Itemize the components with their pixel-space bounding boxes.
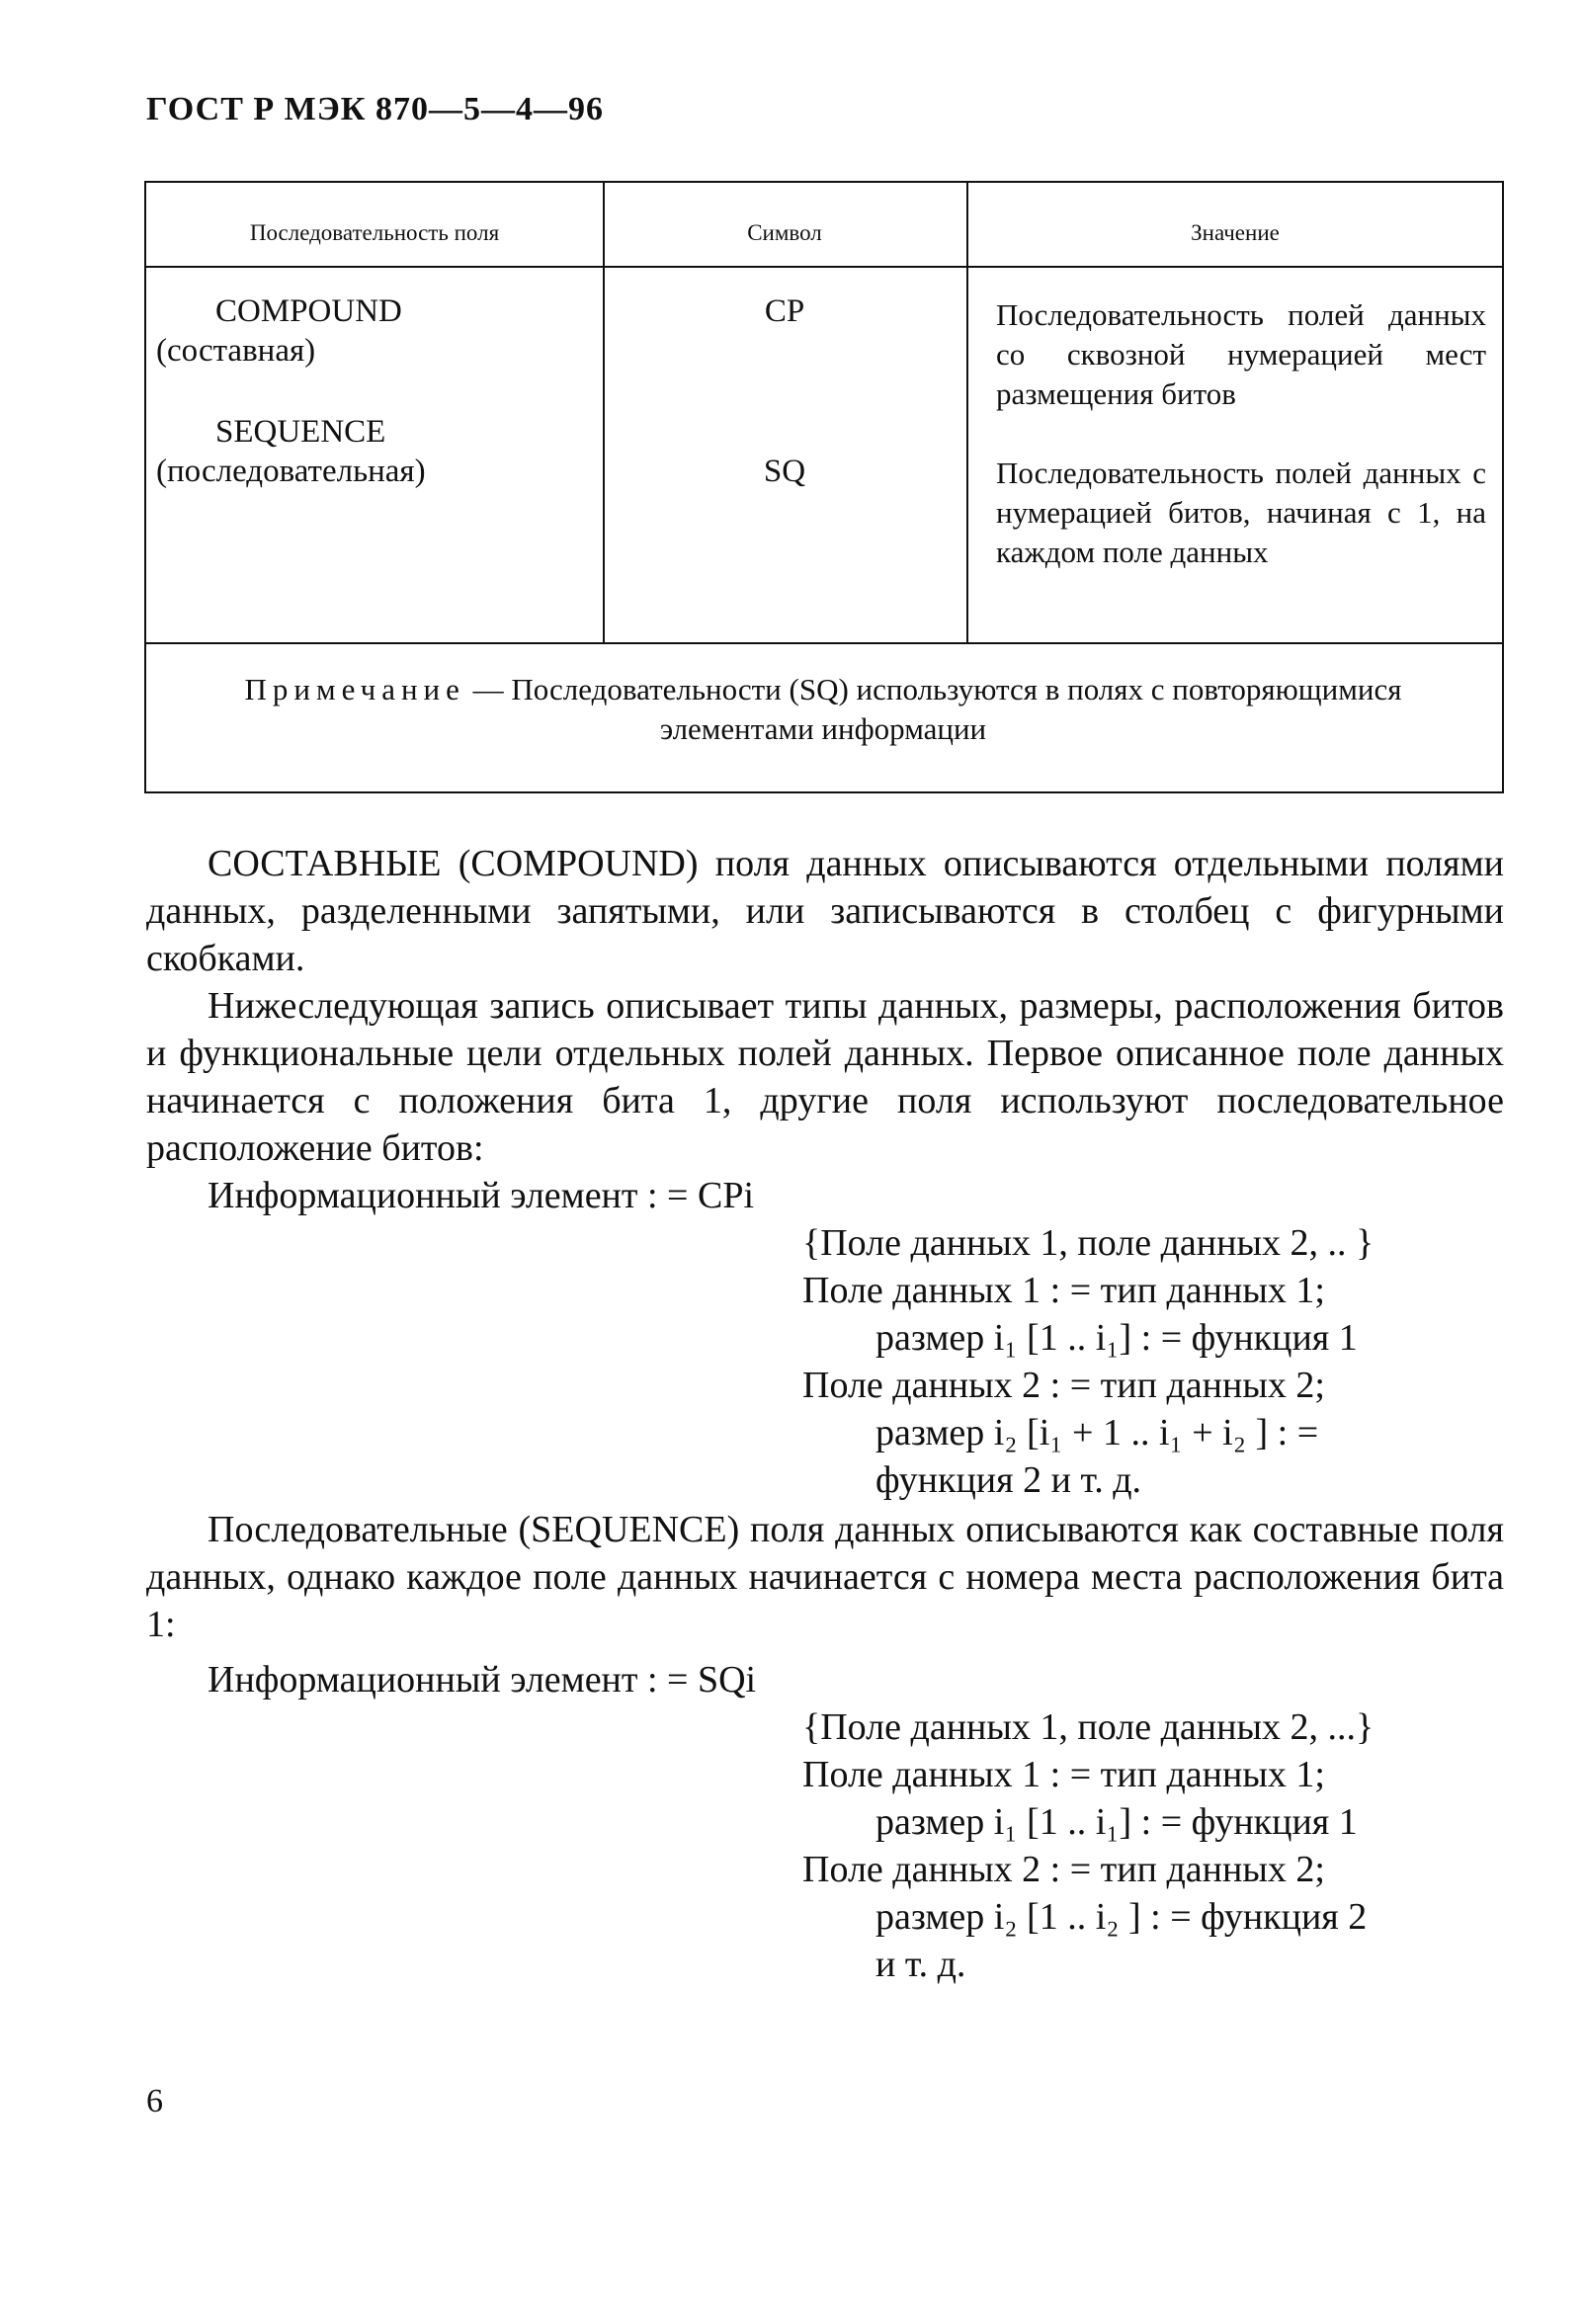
note-label: Примечание <box>244 672 465 706</box>
sq-line: размер i₁ [1 .. i₁] : = функция 1 <box>875 1801 1358 1843</box>
row-subname: (составная) <box>156 333 316 369</box>
cp-line: {Поле данных 1, поле данных 2, .. } <box>802 1222 1375 1264</box>
column-divider <box>966 183 968 642</box>
header-divider <box>146 266 1502 268</box>
body-text <box>146 840 1504 1172</box>
cp-line: функция 2 и т. д. <box>875 1459 1142 1501</box>
note-text: — Последовательности (SQ) используются в полях с повторяющимися элементами информации <box>472 672 1402 746</box>
row-meaning: Последовательность полей данных с нумерацией битов, начиная с 1, на каждом поле данных <box>996 456 1486 569</box>
sq-line: Поле данных 1 : = тип данных 1; <box>802 1754 1325 1795</box>
note-divider <box>146 642 1502 644</box>
sq-line: размер i₂ [1 .. i₂ ] : = функция 2 <box>875 1896 1368 1938</box>
cp-line: Поле данных 2 : = тип данных 2; <box>802 1365 1325 1406</box>
column-header-symbol: Символ <box>747 220 822 245</box>
row-meaning: Последовательность полей данных со сквозной нумерацией мест размещения битов <box>996 297 1486 411</box>
row-name: SEQUENCE <box>215 414 386 450</box>
cp-line: Поле данных 1 : = тип данных 1; <box>802 1270 1325 1311</box>
row-symbol: CP <box>764 293 805 329</box>
sq-line: {Поле данных 1, поле данных 2, ...} <box>802 1706 1375 1748</box>
paragraph-compound: СОСТАВНЫЕ (COMPOUND) поля данных описываются отдельными полями данных, разделенными запятыми, или записываются в столбец с фигурными скобками. <box>146 843 1504 979</box>
paragraph-sequence: Последовательные (SEQUENCE) поля данных описываются как составные поля данных, однако каждое поле данных начинается с номера места расположения бита 1: <box>146 1509 1504 1645</box>
paragraph-description: Нижеследующая запись описывает типы данных, размеры, расположения битов и функциональные цели отдельных полей данных. Первое описанное поле данных начинается с положения бита 1, другие поля используют последовательное расположение битов: <box>146 985 1504 1169</box>
sq-heading: Информационный элемент : = SQi <box>208 1659 757 1701</box>
column-header-meaning: Значение <box>1191 220 1280 245</box>
table-note <box>225 670 1421 749</box>
sq-line: Поле данных 2 : = тип данных 2; <box>802 1849 1325 1890</box>
column-header-sequence: Последовательность поля <box>249 220 500 245</box>
cp-heading: Информационный элемент : = CPi <box>208 1175 755 1216</box>
cp-line: размер i₁ [1 .. i₁] : = функция 1 <box>875 1317 1358 1359</box>
document-header: ГОСТ Р МЭК 870—5—4—96 <box>146 91 604 127</box>
sq-line: и т. д. <box>875 1944 966 1985</box>
row-symbol: SQ <box>763 454 806 489</box>
cp-line: размер i₂ [i₁ + 1 .. i₁ + i₂ ] : = <box>875 1412 1319 1453</box>
page-number: 6 <box>146 2083 163 2119</box>
row-subname: (последовательная) <box>156 454 426 489</box>
row-name: COMPOUND <box>215 293 402 329</box>
field-sequence-table <box>144 181 1504 793</box>
column-divider <box>603 183 605 642</box>
